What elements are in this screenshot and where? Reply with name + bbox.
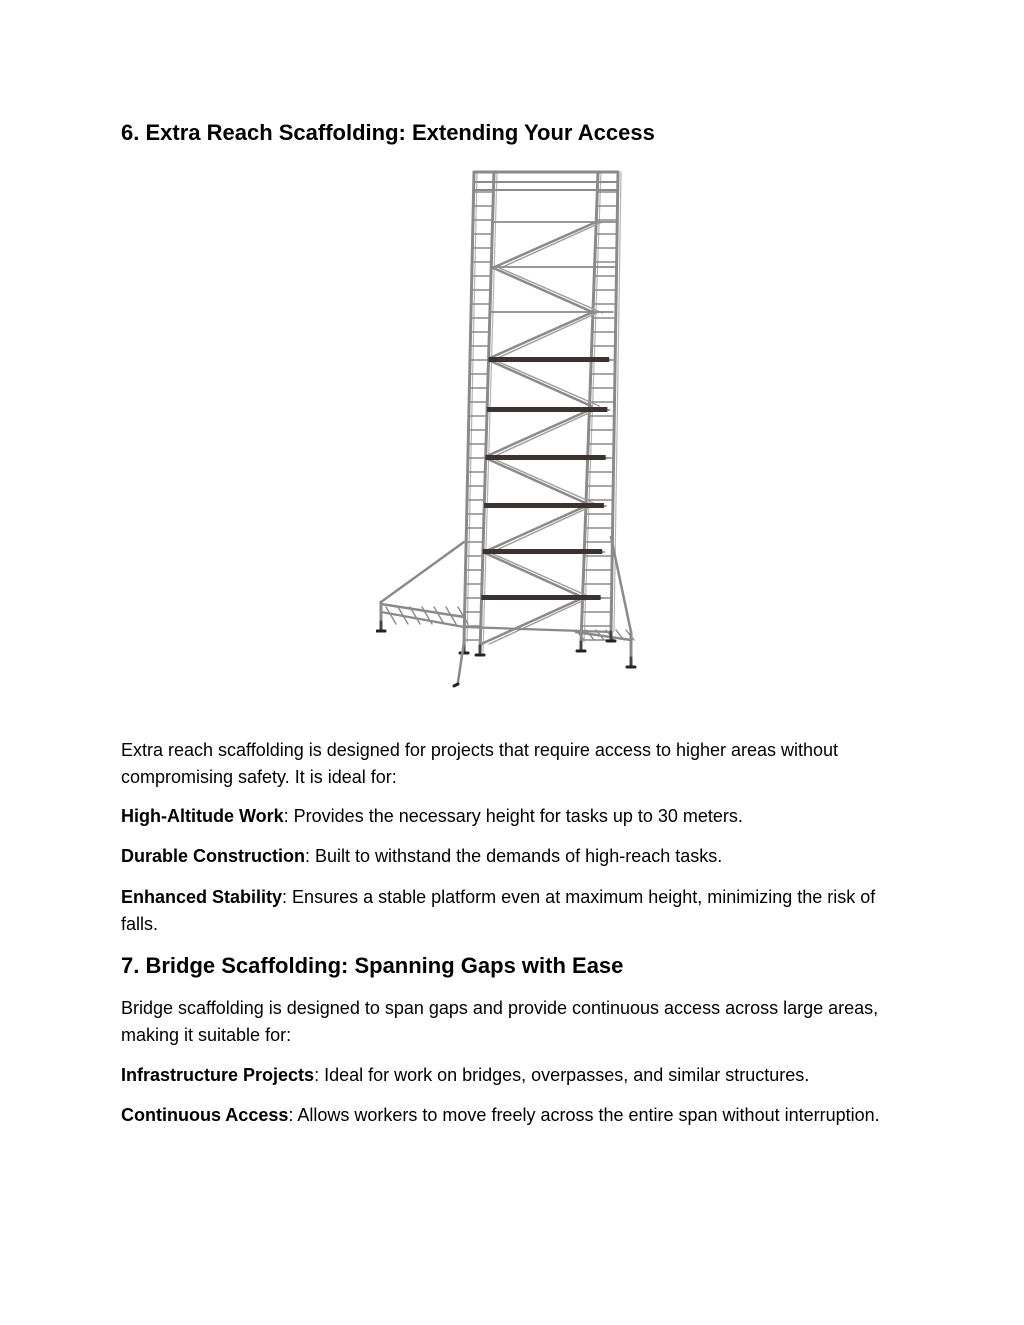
point-term: Enhanced Stability (121, 887, 283, 907)
section-heading-bridge: 7. Bridge Scaffolding: Spanning Gaps with Ease (121, 953, 624, 978)
point-text: : Ensures a stable platform even at maximum height, minimizing the risk of falls. (121, 887, 876, 934)
point-text: : Built to withstand the demands of high-reach tasks. (305, 846, 723, 866)
extra-reach-intro: Extra reach scaffolding is designed for projects that require access to higher areas without compromising safety. It is ideal for: (121, 740, 839, 787)
section-heading-extra-reach: 6. Extra Reach Scaffolding: Extending Your Access (121, 120, 655, 145)
scaffold-tower-image (376, 162, 646, 694)
point-term: Continuous Access (121, 1105, 289, 1125)
point-text: : Allows workers to move freely across the entire span without interruption. (288, 1105, 880, 1125)
point-term: Infrastructure Projects (121, 1065, 315, 1085)
point-infrastructure-projects (121, 1062, 911, 1089)
point-term: High-Altitude Work (121, 806, 284, 826)
point-high-altitude (121, 803, 911, 830)
bridge-intro: Bridge scaffolding is designed to span gaps and provide continuous access across large areas, making it suitable for: (121, 998, 879, 1045)
point-continuous-access (121, 1102, 911, 1129)
point-text: : Provides the necessary height for tasks up to 30 meters. (283, 806, 743, 826)
point-enhanced-stability (121, 884, 911, 938)
point-text: : Ideal for work on bridges, overpasses, and similar structures. (314, 1065, 810, 1085)
point-durable-construction (121, 843, 911, 870)
point-term: Durable Construction (121, 846, 306, 866)
scaffold-tower-icon (376, 162, 646, 694)
